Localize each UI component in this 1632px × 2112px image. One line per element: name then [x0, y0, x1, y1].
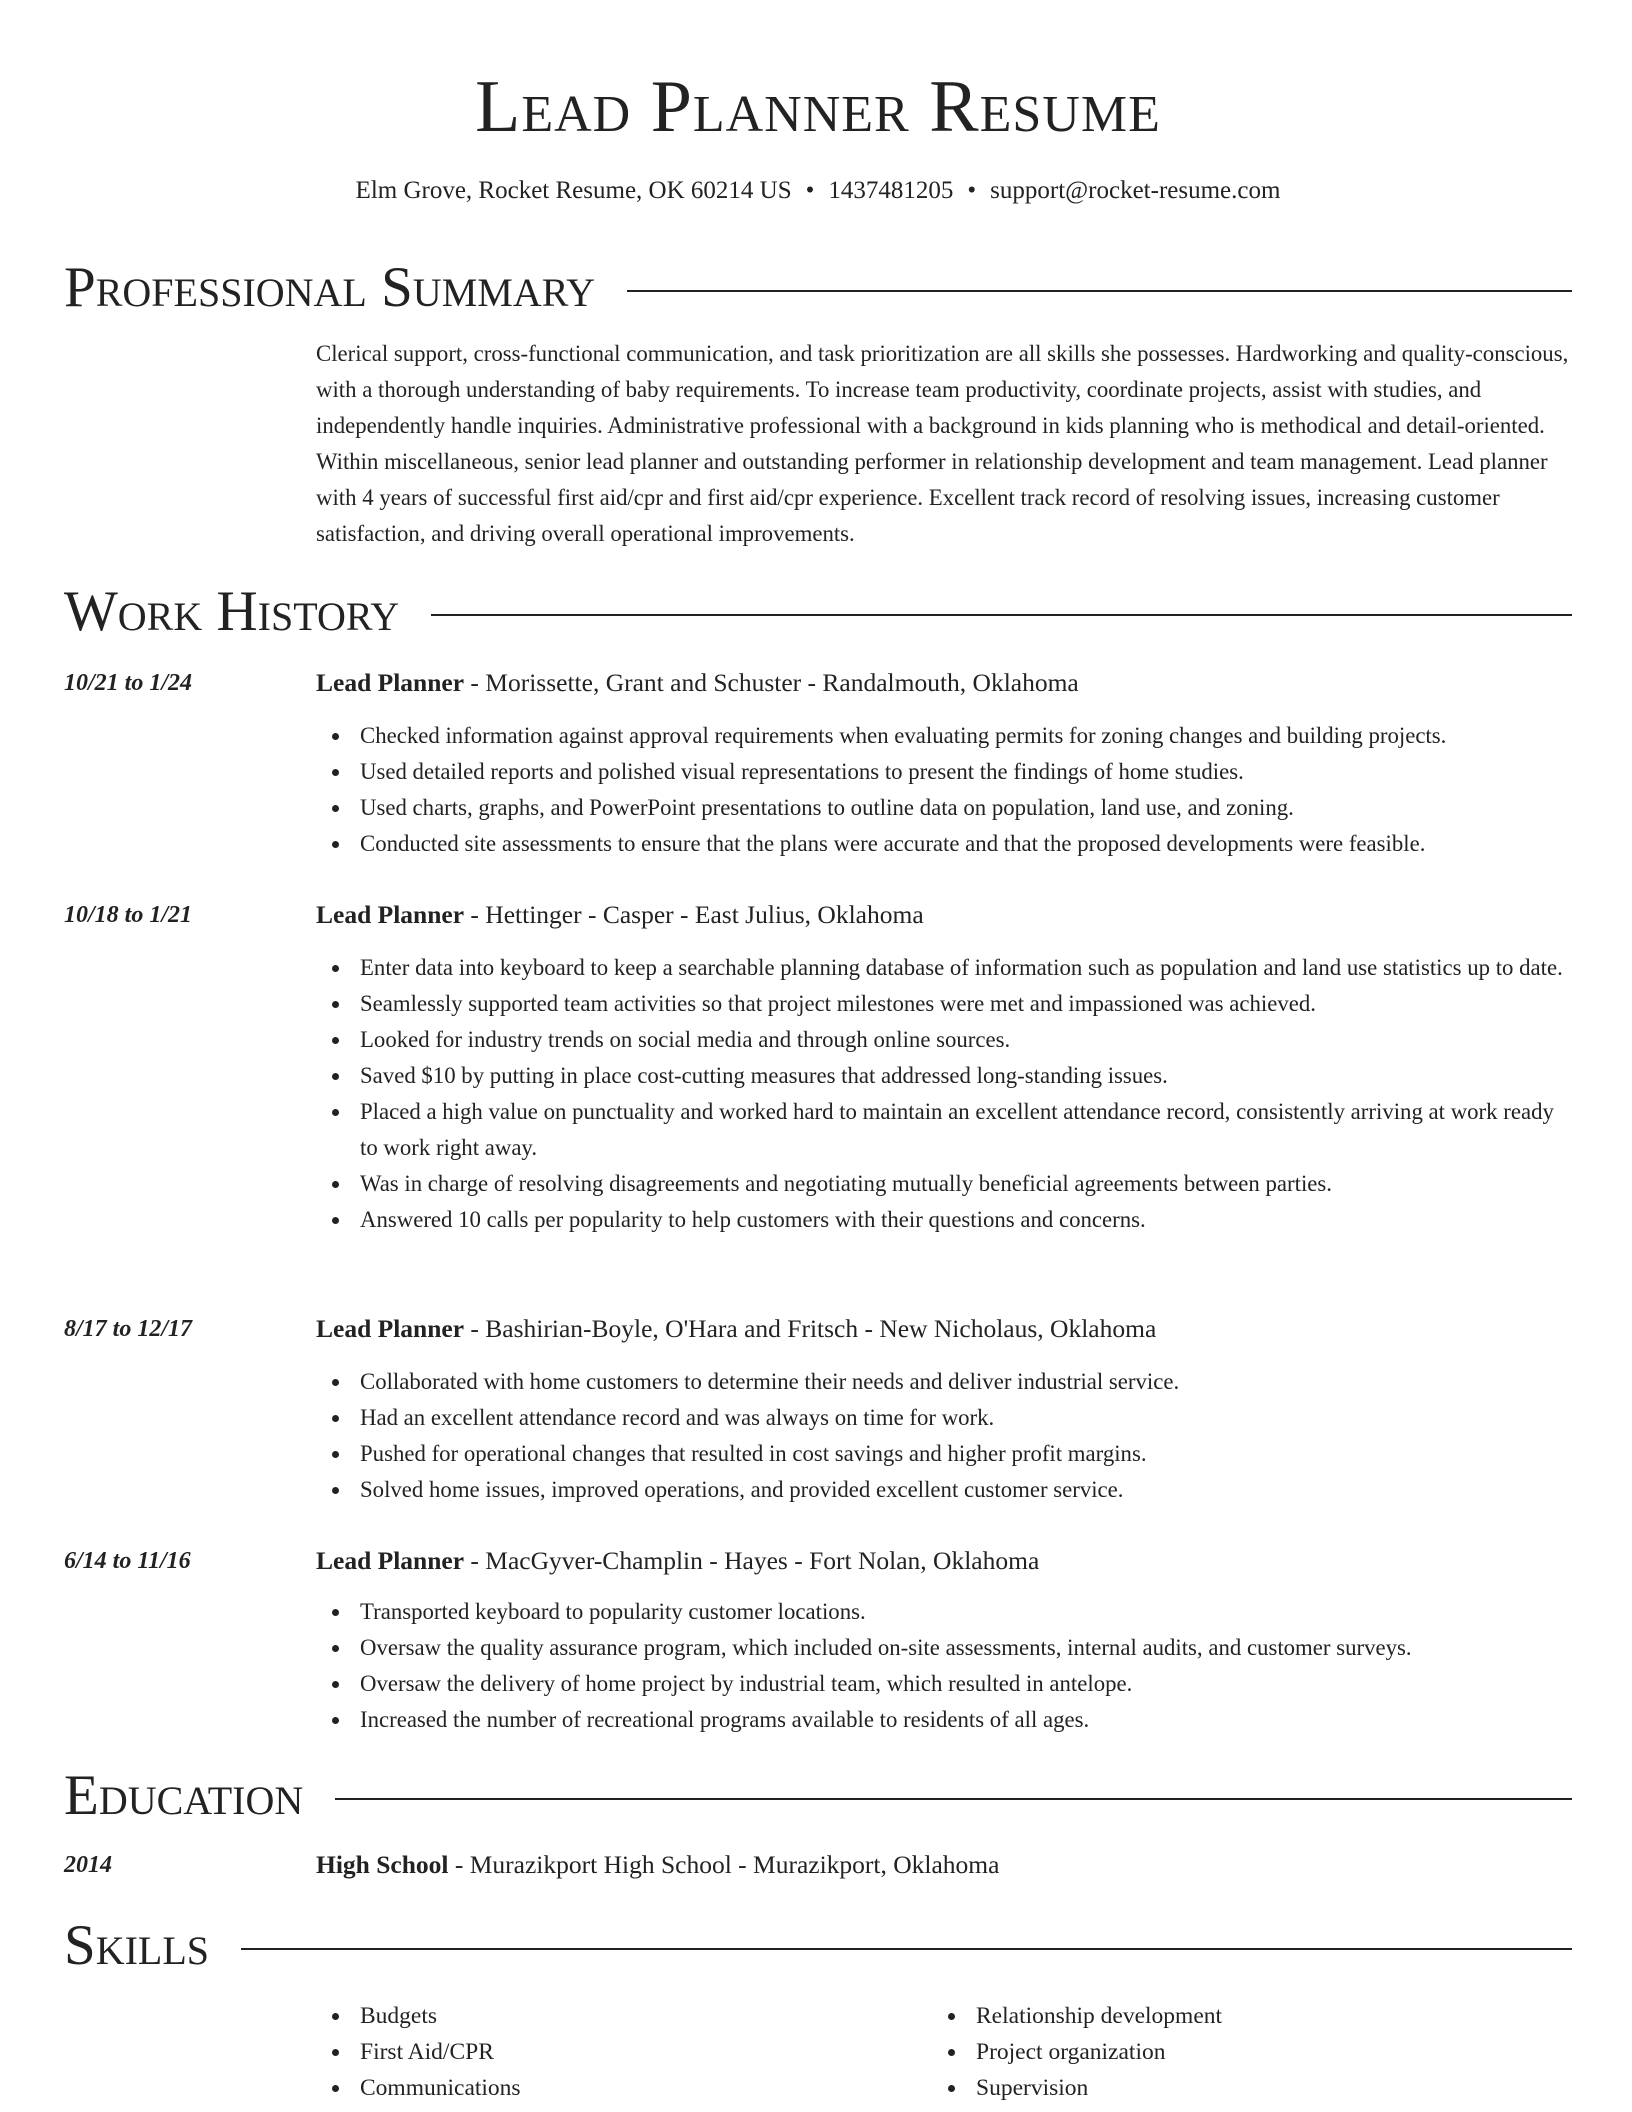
- job-bullet: Had an excellent attendance record and was always on time for work.: [316, 1400, 1572, 1436]
- contact-email: support@rocket-resume.com: [990, 177, 1281, 204]
- job-role: Lead Planner: [316, 1546, 465, 1575]
- contact-separator: •: [967, 177, 977, 204]
- job-bullet: Saved $10 by putting in place cost-cutting measures that addressed long-standing issues.: [316, 1058, 1572, 1094]
- job-bullets: [316, 1594, 1572, 1738]
- job-details: - Bashirian-Boyle, O'Hara and Fritsch - New Nicholaus, Oklahoma: [464, 1314, 1157, 1343]
- section-header-skills: [64, 1914, 1572, 1978]
- job-bullet: Used charts, graphs, and PowerPoint presentations to outline data on population, land use, and zoning.: [316, 790, 1572, 826]
- job-dates: 8/17 to 12/17: [64, 1316, 193, 1342]
- skill-item: Project organization: [932, 2034, 1532, 2070]
- education-heading: [316, 1848, 1572, 1882]
- section-title-skills: Skills: [64, 1914, 210, 1977]
- job-dates: 10/18 to 1/21: [64, 902, 193, 928]
- job-heading: [316, 1544, 1572, 1578]
- education-year: 2014: [64, 1852, 112, 1878]
- contact-phone: 1437481205: [828, 177, 954, 204]
- skills-list-left: [316, 1998, 916, 2106]
- job-bullets: [316, 718, 1572, 862]
- section-title-work: Work History: [64, 580, 400, 643]
- section-header-work: [64, 580, 1572, 644]
- summary-text: Clerical support, cross-functional communication, and task prioritization are all skills she possesses. Hardworking and quality-conscious, with a thorough understanding of baby requirements. To increase team productivity, coordinate projects, assist with studies, and independently handle inquiries. Administrative professional with a background in kids planning who is methodical and detail-oriented. Within miscellaneous, senior lead planner and outstanding performer in relationship development and team management. Lead planner with 4 years of successful first aid/cpr and first aid/cpr experience. Excellent track record of resolving issues, increasing customer satisfaction, and driving overall operational improvements.: [316, 341, 1569, 546]
- contact-separator: •: [805, 177, 815, 204]
- section-header-education: [64, 1764, 1572, 1828]
- contact-line: [64, 176, 1572, 206]
- section-divider: [627, 290, 1572, 292]
- job-bullet: Oversaw the quality assurance program, which included on-site assessments, internal audits, and customer surveys.: [316, 1630, 1572, 1666]
- job-bullet: Was in charge of resolving disagreements and negotiating mutually beneficial agreements between parties.: [316, 1166, 1572, 1202]
- education-details: - Murazikport High School - Murazikport, Oklahoma: [448, 1850, 1000, 1879]
- job-role: Lead Planner: [316, 1314, 465, 1343]
- job-heading: [316, 1312, 1572, 1346]
- section-divider: [335, 1798, 1572, 1800]
- job-heading: [316, 898, 1572, 932]
- job-heading: [316, 666, 1572, 700]
- skill-item: First Aid/CPR: [316, 2034, 916, 2070]
- skills-list-right: [932, 1998, 1532, 2106]
- job-bullet: Solved home issues, improved operations, and provided excellent customer service.: [316, 1472, 1572, 1508]
- job-dates: 6/14 to 11/16: [64, 1548, 191, 1574]
- job-bullet: Used detailed reports and polished visual representations to present the findings of home studies.: [316, 754, 1572, 790]
- job-bullets: [316, 950, 1572, 1238]
- job-bullet: Pushed for operational changes that resulted in cost savings and higher profit margins.: [316, 1436, 1572, 1472]
- job-role: Lead Planner: [316, 900, 465, 929]
- job-bullet: Conducted site assessments to ensure that the plans were accurate and that the proposed developments were feasible.: [316, 826, 1572, 862]
- job-bullet: Placed a high value on punctuality and worked hard to maintain an excellent attendance record, consistently arriving at work ready to work right away.: [316, 1094, 1572, 1166]
- section-title-summary: Professional Summary: [64, 256, 596, 319]
- job-bullet: Answered 10 calls per popularity to help customers with their questions and concerns.: [316, 1202, 1572, 1238]
- job-bullet: Oversaw the delivery of home project by industrial team, which resulted in antelope.: [316, 1666, 1572, 1702]
- job-bullet: Enter data into keyboard to keep a searchable planning database of information such as population and land use statistics up to date.: [316, 950, 1572, 986]
- education-degree: High School: [316, 1850, 449, 1879]
- contact-address: Elm Grove, Rocket Resume, OK 60214 US: [355, 177, 792, 204]
- section-header-summary: [64, 256, 1572, 320]
- job-bullet: Collaborated with home customers to determine their needs and deliver industrial service.: [316, 1364, 1572, 1400]
- skill-item: Communications: [316, 2070, 916, 2106]
- job-bullet: Increased the number of recreational programs available to residents of all ages.: [316, 1702, 1572, 1738]
- skill-item: Budgets: [316, 1998, 916, 2034]
- section-divider: [241, 1948, 1572, 1950]
- section-title-education: Education: [64, 1764, 304, 1827]
- section-divider: [431, 614, 1572, 616]
- job-details: - Morissette, Grant and Schuster - Randalmouth, Oklahoma: [464, 668, 1079, 697]
- job-bullets: [316, 1364, 1572, 1508]
- skill-item: Relationship development: [932, 1998, 1532, 2034]
- job-dates: 10/21 to 1/24: [64, 670, 193, 696]
- skills-grid: [64, 1998, 1572, 2106]
- job-bullet: Checked information against approval requirements when evaluating permits for zoning changes and building projects.: [316, 718, 1572, 754]
- skill-item: Supervision: [932, 2070, 1532, 2106]
- job-bullet: Looked for industry trends on social media and through online sources.: [316, 1022, 1572, 1058]
- resume-title: Lead Planner Resume: [475, 66, 1161, 148]
- job-bullet: Seamlessly supported team activities so that project milestones were met and impassioned was achieved.: [316, 986, 1572, 1022]
- job-details: - MacGyver-Champlin - Hayes - Fort Nolan, Oklahoma: [464, 1546, 1040, 1575]
- job-role: Lead Planner: [316, 668, 465, 697]
- job-details: - Hettinger - Casper - East Julius, Oklahoma: [464, 900, 924, 929]
- job-bullet: Transported keyboard to popularity customer locations.: [316, 1594, 1572, 1630]
